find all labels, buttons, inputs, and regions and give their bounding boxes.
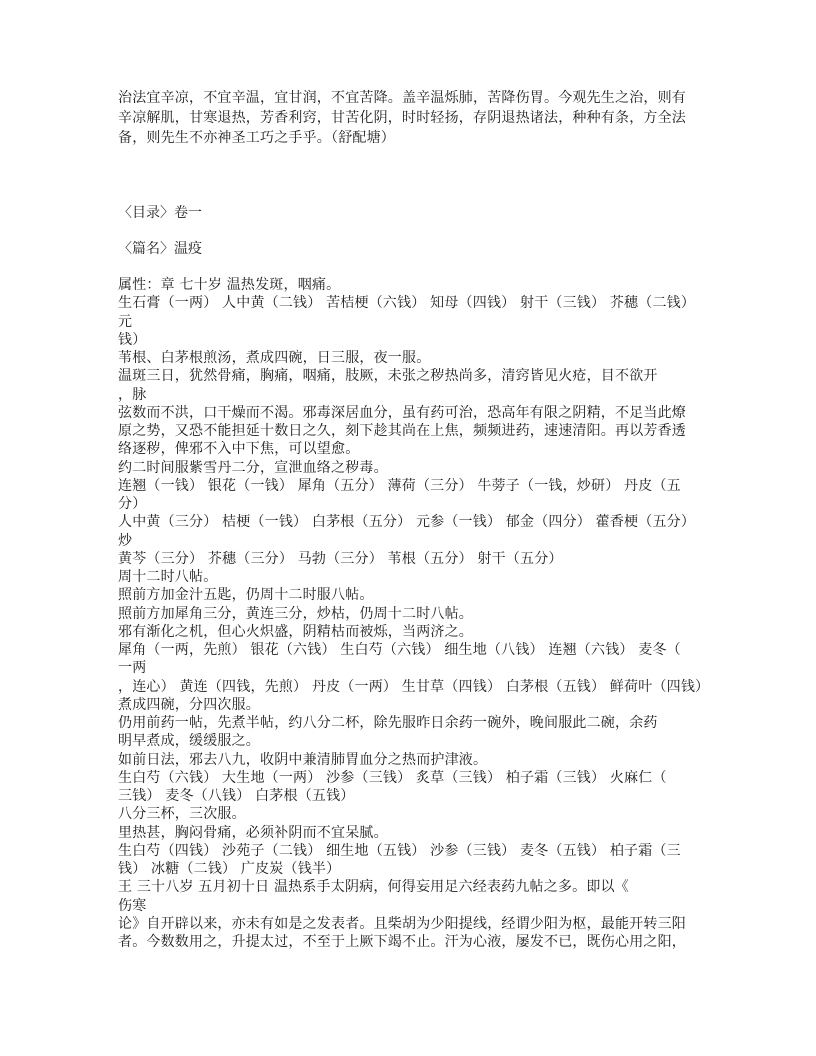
text-line: 生白芍（四钱） 沙苑子（二钱） 细生地（五钱） 沙参（三钱） 麦冬（五钱） 柏子霜（三 xyxy=(118,842,681,859)
text-line: 治法宜辛凉，不宜辛温，宜甘润，不宜苦降。盖辛温烁肺，苦降伤胃。今观先生之治，则有 xyxy=(118,90,686,106)
text-line: 分） xyxy=(118,496,147,512)
text-line: 照前方加金汁五匙，仍周十二时服八帖。 xyxy=(118,587,374,604)
text-line: ，脉 xyxy=(118,386,147,403)
text-line: 王 三十八岁 五月初十日 温热系手太阴病，何得妄用足六经表药九帖之多。即以《 xyxy=(118,879,629,896)
text-line: 论》自开辟以来，亦未有如是之发表者。且柴胡为少阳提线，经谓少阳为枢，最能开转三阳 xyxy=(118,915,686,932)
text-line: 明早煮成，缓缓服之。 xyxy=(118,733,260,750)
chapter-heading: 〈篇名〉温疫 xyxy=(118,241,202,257)
text-line: 备，则先生不亦神圣工巧之手乎。（舒配塘） xyxy=(118,130,395,146)
text-line: 原之势，又恐不能担延十数日之久，刻下趁其尚在上焦，频频进药，速速清阳。再以芳香透 xyxy=(118,423,686,439)
text-line: 属性：章 七十岁 温热发斑，咽痛。 xyxy=(118,277,341,293)
text-line: 生石膏（一两） 人中黄（二钱） 苦桔梗（六钱） 知母（四钱） 射干（三钱） 芥穗（二钱） xyxy=(118,295,696,312)
text-line: 邪有渐化之机，但心火炽盛，阴精枯而被烁，当两济之。 xyxy=(118,623,473,640)
text-line: 温斑三日，犹然骨痛，胸痛，咽痛，肢厥，未张之秽热尚多，清窍皆见火疮，目不欲开 xyxy=(118,368,658,385)
text-line: 辛凉解肌，甘寒退热，芳香利窍，甘苦化阴，时时轻扬，存阴退热诸法，种种有条，方全法 xyxy=(118,110,686,126)
text-line: 炒 xyxy=(118,532,133,549)
text-line: 连翘（一钱） 银花（一钱） 犀角（五分） 薄荷（三分） 牛蒡子（一钱，炒研） 丹皮（五 xyxy=(118,477,681,494)
text-line: 钱） xyxy=(118,331,147,348)
text-line: 犀角（一两，先煎） 银花（六钱） 生白芍（六钱） 细生地（八钱） 连翘（六钱） 麦冬（ xyxy=(118,642,681,658)
text-line: 络逐秽，俾邪不入中下焦，可以望愈。 xyxy=(118,441,360,458)
text-line: 一两 xyxy=(118,660,147,677)
text-line: 弦数而不洪，口干燥而不渴。邪毒深居血分，虽有药可治，恐高年有限之阴精，不足当此燎 xyxy=(118,404,686,421)
text-line: 仍用前药一帖，先煮半帖，约八分二杯，除先服昨日余药一碗外，晚间服此二碗，余药 xyxy=(118,715,658,731)
intro-commentary xyxy=(118,88,708,148)
text-line: 约二时间服紫雪丹二分，宣泄血络之秽毒。 xyxy=(118,459,388,476)
text-line: 里热甚，胸闷骨痛，必须补阴而不宜呆腻。 xyxy=(118,824,388,841)
text-line: 照前方加犀角三分，黄连三分，炒枯，仍周十二时八帖。 xyxy=(118,605,473,622)
text-line: 人中黄（三分） 桔梗（一钱） 白茅根（五分） 元参（一钱） 郁金（四分） 藿香梗（五分） xyxy=(118,514,696,531)
text-line: 煮成四碗，分四次服。 xyxy=(118,696,260,713)
text-line: 钱） 冰糖（二钱） 广皮炭（钱半） xyxy=(118,861,341,877)
case-body xyxy=(118,276,708,951)
text-line: 八分三杯，三次服。 xyxy=(118,806,246,823)
catalog-heading: 〈目录〉卷一 xyxy=(118,205,202,221)
text-line: 者。今数数用之，升提太过，不至于上厥下竭不止。汗为心液，屡发不已，既伤心用之阳， xyxy=(118,934,686,950)
text-line: 周十二时八帖。 xyxy=(118,569,218,585)
text-line: 黄芩（三分） 芥穗（三分） 马勃（三分） 苇根（五分） 射干（五分） xyxy=(118,550,563,567)
text-line: ，连心） 黄连（四钱，先煎） 丹皮（一两） 生甘草（四钱） 白茅根（五钱） 鲜荷叶（四钱） xyxy=(118,678,710,695)
text-line: 生白芍（六钱） 大生地（一两） 沙参（三钱） 炙草（三钱） 柏子霜（三钱） 火麻仁（ xyxy=(118,769,667,786)
text-line: 伤寒 xyxy=(118,897,147,914)
text-line: 三钱） 麦冬（八钱） 白茅根（五钱） xyxy=(118,788,355,804)
text-line: 苇根、白茅根煎汤，煮成四碗，日三服，夜一服。 xyxy=(118,350,431,366)
text-line: 如前日法，邪去八九，收阴中兼清肺胃血分之热而护津液。 xyxy=(118,751,488,768)
text-line: 元 xyxy=(118,313,133,330)
